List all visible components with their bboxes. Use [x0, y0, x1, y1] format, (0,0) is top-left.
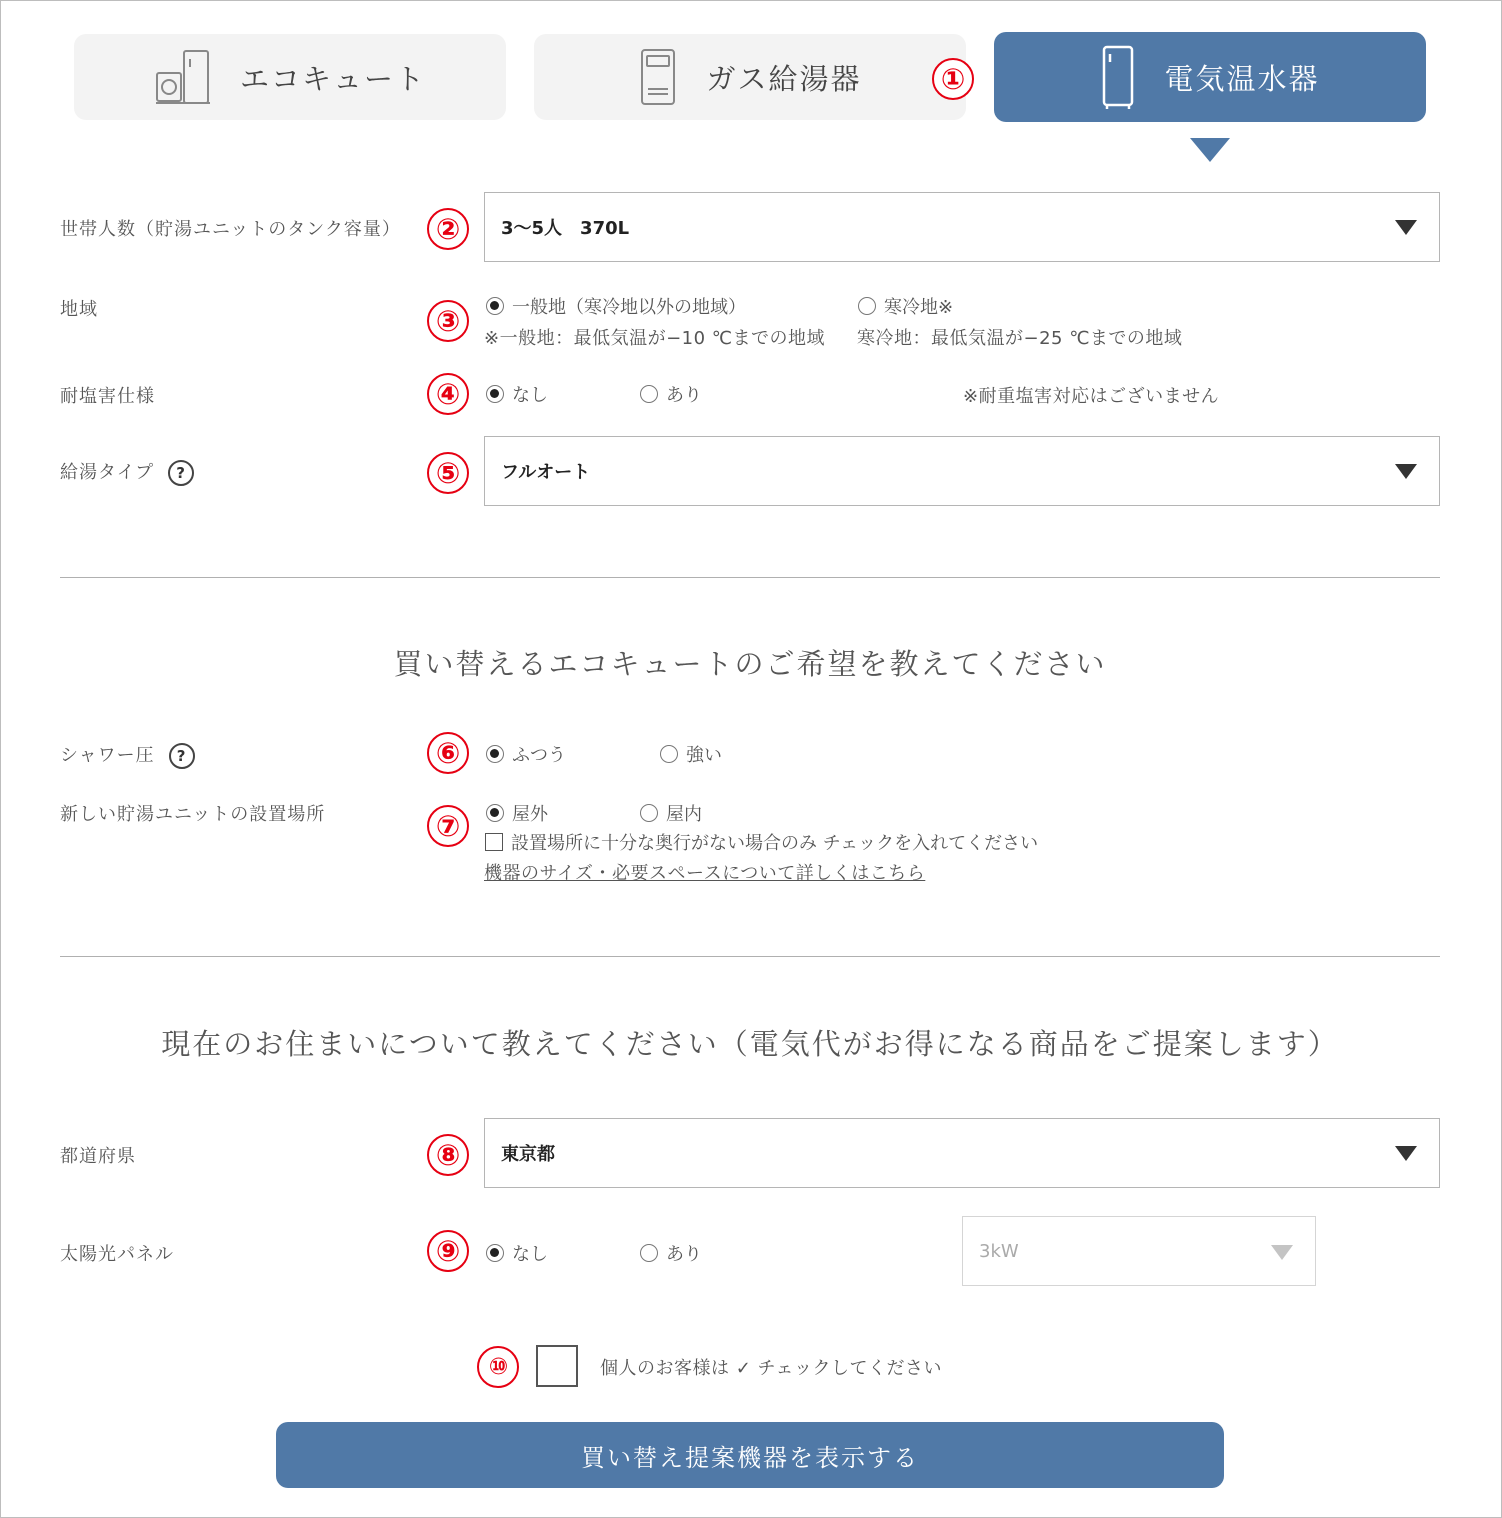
household-label: 世帯人数（貯湯ユニットのタンク容量）: [60, 219, 401, 240]
tab-electric-water-heater[interactable]: [994, 32, 1426, 122]
checkbox-label: 設置場所に十分な奥行がない場合のみ チェックを入れてください: [511, 833, 1039, 854]
radio-label: あり: [666, 1244, 702, 1265]
prefecture-label: 都道府県: [60, 1146, 136, 1167]
personal-check-label: 個人のお客様は ✓ チェックしてください: [600, 1358, 942, 1379]
radio-unchecked-icon: [640, 385, 658, 403]
radio-unchecked-icon: [640, 1244, 658, 1262]
divider: [60, 956, 1440, 957]
marker-6: ⑥: [427, 732, 469, 774]
radio-unchecked-icon: [640, 804, 658, 822]
show-proposals-button[interactable]: [276, 1422, 1224, 1488]
region-note-cold: 寒冷地：最低気温が−25 ℃までの地域: [857, 328, 1183, 349]
marker-2: ②: [427, 208, 469, 250]
dropdown-arrow-icon: [1395, 1146, 1417, 1161]
eco-cute-icon: [154, 47, 212, 107]
salt-option-none[interactable]: [486, 381, 548, 407]
solar-capacity-value: 3kW: [979, 1240, 1019, 1262]
location-label: 新しい貯湯ユニットの設置場所: [60, 804, 326, 825]
tab-eco-cute[interactable]: [74, 34, 506, 120]
salt-label: 耐塩害仕様: [60, 386, 155, 407]
supply-type-value: フルオート: [501, 462, 591, 483]
radio-checked-icon: [486, 745, 504, 763]
salt-option-yes[interactable]: [640, 381, 702, 407]
radio-label: 一般地（寒冷地以外の地域）: [512, 297, 746, 318]
radio-label: あり: [666, 385, 702, 406]
tab-label: ガス給湯器: [706, 61, 862, 96]
radio-label: 強い: [686, 745, 722, 766]
supply-type-select[interactable]: [484, 436, 1440, 506]
divider: [60, 577, 1440, 578]
tab-label: エコキュート: [239, 61, 426, 96]
region-option-general[interactable]: [486, 293, 746, 319]
shower-label-row: [60, 741, 195, 769]
personal-checkbox[interactable]: [536, 1345, 578, 1387]
help-icon[interactable]: ?: [168, 460, 194, 486]
active-tab-pointer: [1190, 138, 1230, 162]
solar-label: 太陽光パネル: [60, 1244, 174, 1265]
help-icon[interactable]: ?: [169, 743, 195, 769]
region-label: 地域: [60, 299, 98, 320]
solar-option-none[interactable]: [486, 1240, 548, 1266]
solar-capacity-select[interactable]: [962, 1216, 1316, 1286]
dropdown-arrow-icon: [1271, 1245, 1293, 1260]
supply-type-label-row: [60, 458, 194, 486]
radio-checked-icon: [486, 804, 504, 822]
tab-label: 電気温水器: [1164, 61, 1320, 96]
radio-label: 屋内: [666, 804, 702, 825]
button-label: 買い替え提案機器を表示する: [581, 1443, 919, 1472]
checkbox-icon: [485, 833, 503, 851]
radio-label: ふつう: [512, 745, 566, 766]
marker-3: ③: [427, 300, 469, 342]
electric-water-heater-icon: [1100, 44, 1136, 110]
radio-checked-icon: [486, 385, 504, 403]
section-heading-replacement: 買い替えるエコキュートのご希望を教えてください: [393, 647, 1107, 681]
tab-gas-water-heater[interactable]: [534, 34, 966, 120]
radio-label: 寒冷地※: [884, 297, 954, 318]
radio-label: 屋外: [512, 804, 548, 825]
radio-checked-icon: [486, 297, 504, 315]
gas-water-heater-icon: [638, 47, 678, 107]
dropdown-arrow-icon: [1395, 220, 1417, 235]
region-option-cold[interactable]: [858, 293, 953, 319]
prefecture-select[interactable]: [484, 1118, 1440, 1188]
marker-1: ①: [932, 58, 974, 100]
prefecture-value: 東京都: [501, 1144, 555, 1165]
shower-option-normal[interactable]: [486, 741, 566, 767]
household-value: 3〜5人 370L: [501, 218, 630, 239]
dropdown-arrow-icon: [1395, 464, 1417, 479]
location-option-outdoor[interactable]: [486, 800, 548, 826]
location-option-indoor[interactable]: [640, 800, 702, 826]
radio-checked-icon: [486, 1244, 504, 1262]
supply-type-label: 給湯タイプ: [60, 462, 155, 483]
solar-option-yes[interactable]: [640, 1240, 702, 1266]
salt-note: ※耐重塩害対応はございません: [963, 386, 1220, 407]
marker-10: ⑩: [477, 1346, 519, 1388]
shower-option-strong[interactable]: [660, 741, 722, 767]
radio-unchecked-icon: [660, 745, 678, 763]
marker-7: ⑦: [427, 805, 469, 847]
marker-9: ⑨: [427, 1230, 469, 1272]
radio-label: なし: [512, 1244, 548, 1265]
marker-8: ⑧: [427, 1134, 469, 1176]
region-note-general: ※一般地：最低気温が−10 ℃までの地域: [484, 328, 826, 349]
radio-unchecked-icon: [858, 297, 876, 315]
section-heading-residence: 現在のお住まいについて教えてください（電気代がお得になる商品をご提案します）: [161, 1027, 1339, 1061]
radio-label: なし: [512, 385, 548, 406]
marker-5: ⑤: [427, 452, 469, 494]
shower-label: シャワー圧: [60, 745, 155, 766]
marker-4: ④: [427, 373, 469, 415]
household-select[interactable]: [484, 192, 1440, 262]
size-info-link[interactable]: 機器のサイズ・必要スペースについて詳しくはこちら: [484, 863, 926, 884]
depth-checkbox[interactable]: [485, 829, 1038, 855]
